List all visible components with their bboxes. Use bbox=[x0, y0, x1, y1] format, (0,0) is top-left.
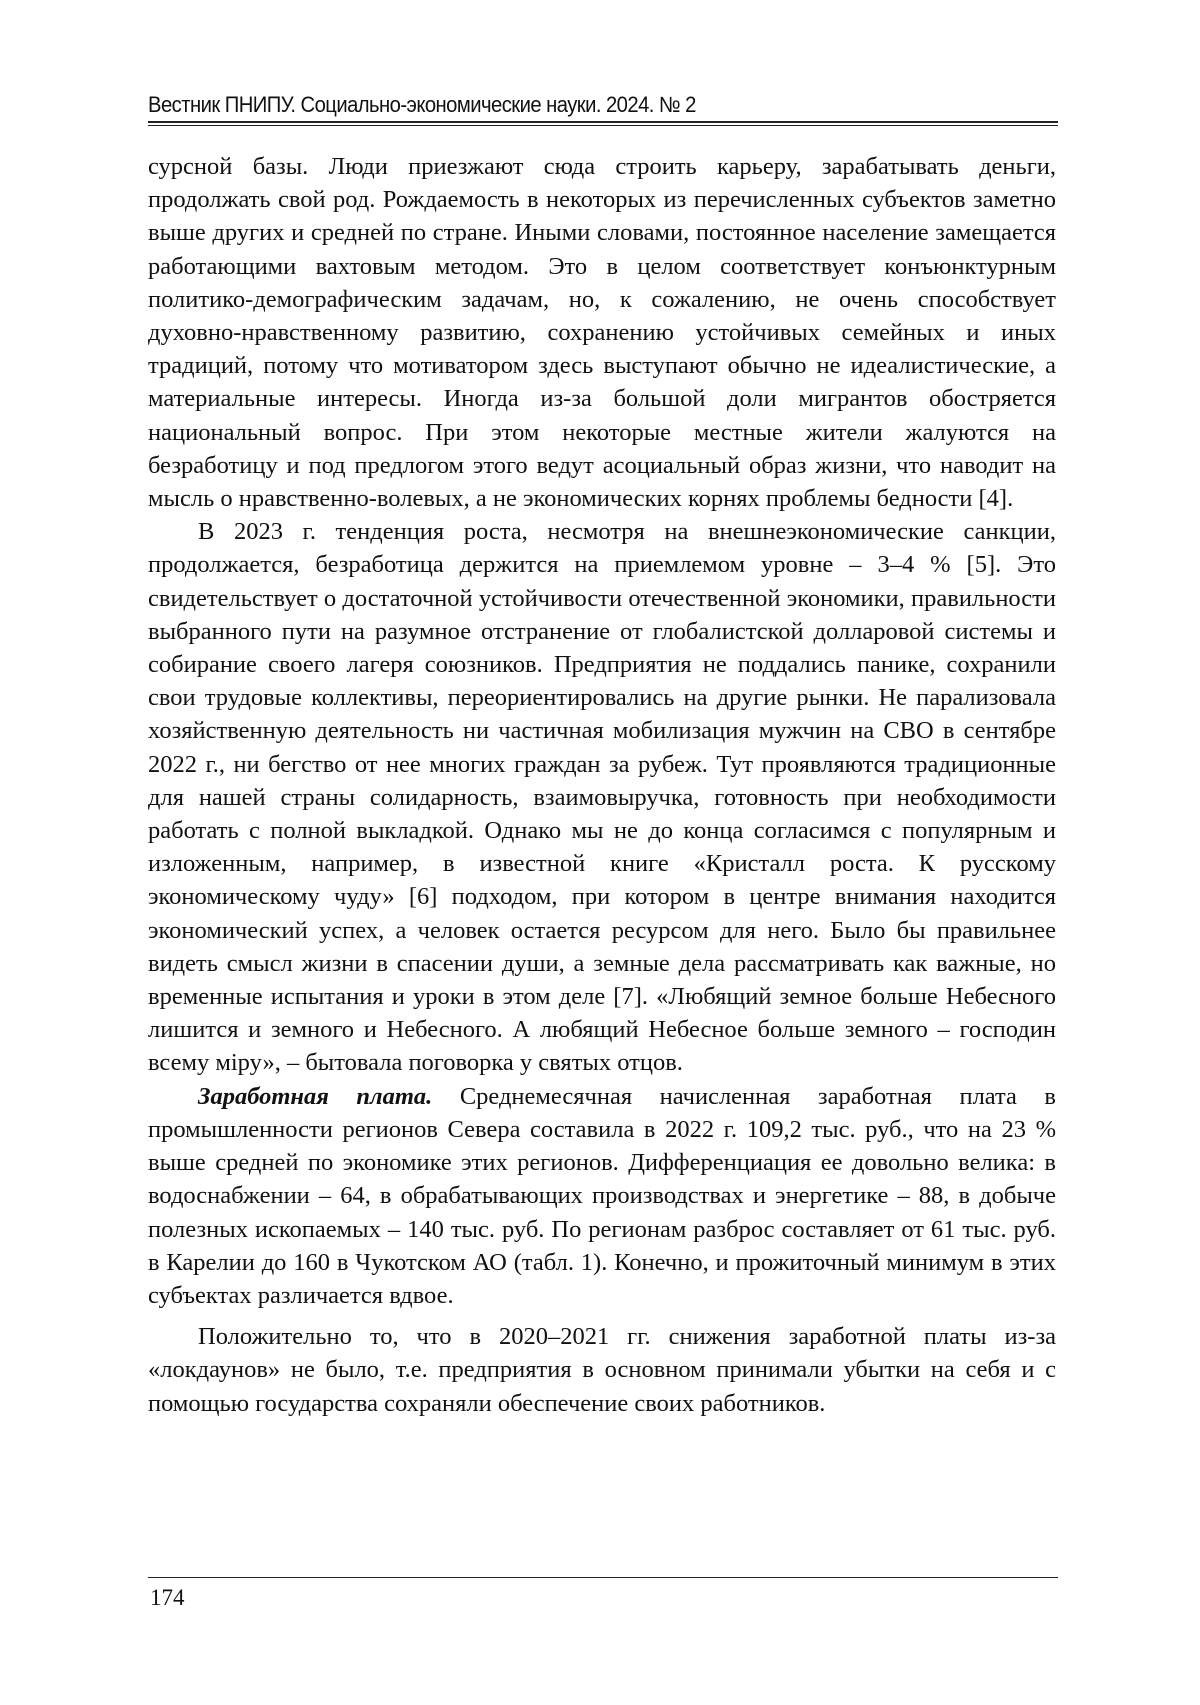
paragraph-text: Среднемесячная начисленная заработная плата в промышленности регионов Севера составила в 2022 г. 109,2 тыс. руб., что на 23 % выше средней по экономике этих регионов. Дифференциация ее довольно велика: в водоснабжении – 64, в обрабатывающих производствах и энергетике – 88, в добыче полезных ископаемых – 140 тыс. руб. По регионам разброс составляет от 61 тыс. руб. в Карелии до 160 в Чукотском АО (табл. 1). Конечно, и прожиточный минимум в этих субъектах различается вдвое. bbox=[148, 1083, 1056, 1309]
paragraph-unemployment bbox=[148, 515, 1056, 1079]
page-number: 174 bbox=[150, 1585, 185, 1611]
paragraph-wages bbox=[148, 1080, 1056, 1312]
paragraph-text: В 2023 г. тенденция роста, несмотря на внешнеэкономические санкции, продолжается, безработица держится на приемлемом уровне – 3–4 % [5]. Это свидетельствует о достаточной устойчивости отечественной экономики, правильности выбранного пути на разумное отстранение от глобалистской долларовой системы и собирание своего лагеря союзников. Предприятия не поддались панике, сохранили свои трудовые коллективы, переориентировались на другие рынки. Не парализовала хозяйственную деятельность ни частичная мобилизация мужчин на СВО в сентябре 2022 г., ни бегство от нее многих граждан за рубеж. Тут проявляются традиционные для нашей страны солидарность, взаимовыручка, готовность при необходимости работать с полной выкладкой. Однако мы не до конца согласимся с популярным и изложенным, например, в известной книге «Кристалл роста. К русскому экономическому чуду» [6] подходом, при котором в центре внимания находится экономический успех, а человек остается ресурсом для него. Было бы правильнее видеть смысл жизни в спасении души, а земные дела рассматривать как важные, но временные испытания и уроки в этом деле [7]. «Любящий земное больше Небесного лишится и земного и Небесного. А любящий Небесное больше земного – господин всему міру», – бытовала поговорка у святых отцов. bbox=[148, 518, 1056, 1076]
paragraph-text: Положительно то, что в 2020–2021 гг. снижения заработной платы из-за «локдаунов» не было, т.е. предприятия в основном принимали убытки на себя и с помощью государства сохраняли обеспечение своих работников. bbox=[148, 1323, 1056, 1416]
paragraph-text: сурсной базы. Люди приезжают сюда строить карьеру, зарабатывать деньги, продолжать свой род. Рождаемость в некоторых из перечисленных субъектов заметно выше других и средней по стране. Иными словами, постоянное население замещается работающими вахтовым методом. Это в целом соответствует конъюнктурным политико-демографическим задачам, но, к сожалению, не очень способствует духовно-нравственному развитию, сохранению устойчивых семейных и иных традиций, потому что мотиватором здесь выступают обычно не идеалистические, а материальные интересы. Иногда из-за большой доли мигрантов обостряется национальный вопрос. При этом некоторые местные жители жалуются на безработицу и под предлогом этого ведут асоциальный образ жизни, что наводит на мысль о нравственно-волевых, а не экономических корнях проблемы бедности [4]. bbox=[148, 153, 1056, 512]
running-header: Вестник ПНИПУ. Социально-экономические науки. 2024. № 2 bbox=[148, 92, 983, 118]
footer-rule bbox=[148, 1577, 1058, 1578]
article-body bbox=[148, 150, 1056, 1420]
header-rule-bottom bbox=[148, 125, 1058, 126]
section-run-in-heading: Заработная плата. bbox=[198, 1083, 432, 1110]
paragraph-lockdown bbox=[148, 1320, 1056, 1420]
header-rule-top bbox=[148, 121, 1058, 123]
paragraph-continuation bbox=[148, 150, 1056, 515]
